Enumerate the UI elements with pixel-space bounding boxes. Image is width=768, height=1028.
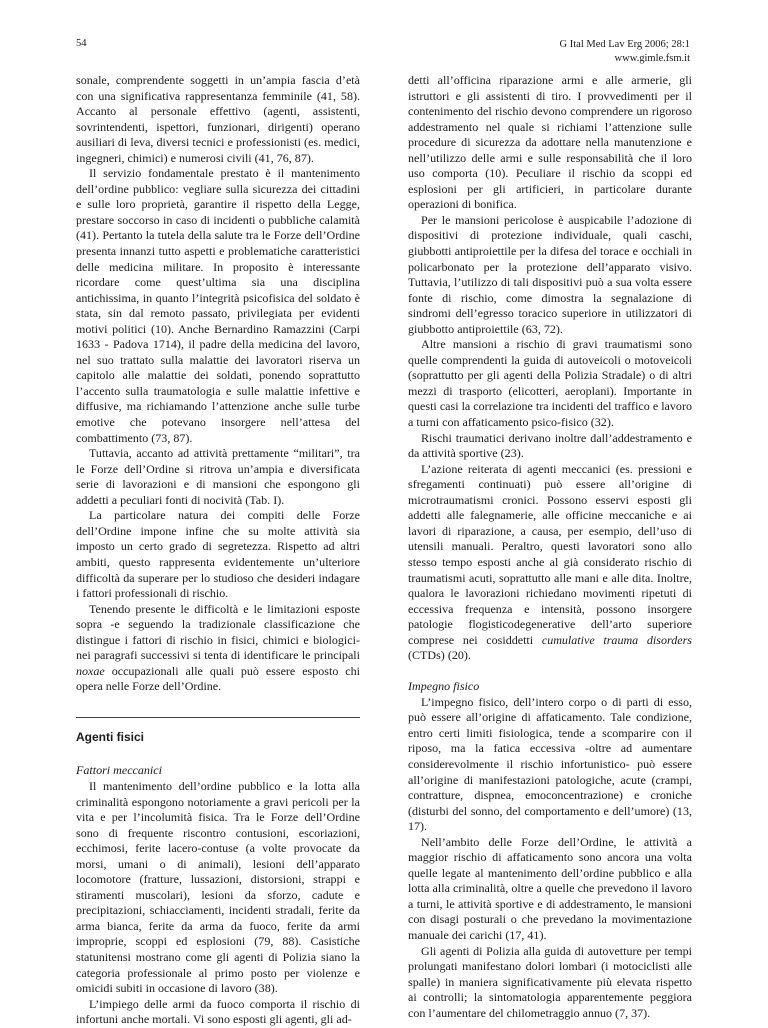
paragraph: Tuttavia, accanto ad attività prettamente “militari”, tra le Forze dell’Ordine si ritrova un’ampia e diversificata serie di lavorazioni e di mansioni che espongono gli addetti a peculiari fonti di nocività (Tab. I). <box>76 446 360 507</box>
left-column <box>76 73 360 1028</box>
paragraph: L’impiego delle armi da fuoco comporta il rischio di infortuni anche mortali. Vi sono esposti gli agenti, gli ad- <box>76 996 360 1027</box>
subheading: Impegno fisico <box>408 679 480 694</box>
text-run: Tenendo presente le difficoltà e le limitazioni esposte sopra -e seguendo la tradizionale classificazione che distingue i fattori di rischio in fisici, chimici e biologici- nei paragrafi successivi si tenta di identificare le principali <box>76 601 360 663</box>
paragraph: detti all’officina riparazione armi e alle armerie, gli istruttori e gli assistenti di tiro. I provvedimenti per il contenimento del rischio devono comprendere un rigoroso addestramento nel quale si richiami l’attenzione sulle procedure di sicurezza da adottare nella manutenzione e nell’utilizzo delle armi e sulle responsabilità che il loro uso comporta (10). Peculiare il rischio da scoppi ed esplosioni per gli artificieri, in particolare durante operazioni di bonifica. <box>408 73 692 212</box>
page-number: 54 <box>76 38 87 49</box>
text-run: (CTDs) (20). <box>408 648 471 663</box>
paragraph: sonale, comprendente soggetti in un’ampia fascia d’età con una significativa rappresentanza femminile (41, 58). Accanto al personale effettivo (agenti, assistenti, sovrintendenti, ispettori, funzionari, dirigenti) operano ausiliari di leva, diversi tecnici e professionisti (es. medici, ingegneri, chimici) e numerosi civili (41, 76, 87). <box>76 73 360 165</box>
paragraph: Nell’ambito delle Forze dell’Ordine, le attività a maggior rischio di affaticamento sono ancora una volta quelle legate al mantenimento dell’ordine pubblico e alla lotta alla criminalità, oltre a quelle che prevedono il lavoro a turni, le attività sportive e di addestramento, le mansioni con disagi posturali o che prevedano la movimentazione manuale dei carichi (17, 41). <box>408 834 692 943</box>
journal-header <box>560 38 690 65</box>
paragraph: Per le mansioni pericolose è auspicabile l’adozione di dispositivi di protezione individuale, quali caschi, giubbotti antiproiettile per la difesa del torace e occhiali in policarbonato per la protezione dell’apparato visivo. Tuttavia, l’utilizzo di tali dispositivi può a sua volta essere fonte di rischio, come dimostra la segnalazione di sindromi dell’egresso toracico superiore in utilizzatori di giubbotto antiproiettile (63, 72). <box>408 212 692 336</box>
italic-term: cumulative trauma disorders <box>541 632 692 647</box>
right-column <box>408 73 692 1021</box>
paragraph: Rischi traumatici derivano inoltre dall’addestramento e da attività sportive (23). <box>408 430 692 461</box>
paragraph <box>76 602 360 695</box>
spacer <box>408 664 692 680</box>
paragraph <box>408 462 692 664</box>
section-heading: Agenti fisici <box>76 729 145 744</box>
journal-citation: G Ital Med Lav Erg 2006; 28:1 <box>559 39 690 50</box>
text-run: L’azione reiterata di agenti meccanici (es. pressioni e sfregamenti continuati) può essere all’origine di microtraumatismi cronici. Possono esservi esposti gli addetti alle falegnamerie, alle officine meccaniche e ai lavori di riparazione, a causa, per esempio, dell’uso di utensili manuali. Peraltro, questi lavoratori sono allo stesso tempo esposti anche al già considerato rischio di traumatismi acuti, soprattutto alle mani e alle dita. Inoltre, qualora le lavorazioni richiedano movimenti ripetuti di eccessiva frequenza e intensità, possono insorgere patologie flogisticodegenerative dell’arto superiore comprese nei cosiddetti <box>408 461 692 647</box>
paragraph: Il mantenimento dell’ordine pubblico e la lotta alla criminalità espongono notoriamente a gravi pericoli per la vita e per l’incolumità fisica. Tra le Forze dell’Ordine sono di frequente riscontro contusioni, escoriazioni, ecchimosi, ferite lacero-contuse (a volte provocate da morsi, umani o di animali), lesioni dell’apparato locomotore (fratture, lussazioni, distorsioni, strappi e stiramenti muscolari), lesioni da sforzo, cadute e precipitazioni, schiacciamenti, incidenti stradali, ferite da arma bianca, ferite da arma da fuoco, ferite da armi improprie, scoppi ed esplosioni (79, 88). Casistiche statunitensi mostrano come gli agenti di Polizia siano la categoria professionale al primo posto per violenze e omicidi subiti in occasione di lavoro (38). <box>76 778 360 996</box>
italic-term: noxae <box>76 663 105 678</box>
paragraph: La particolare natura dei compiti delle Forze dell’Ordine impone infine che su molte attività sia imposto un certo grado di segretezza. Rispetto ad altri ambiti, questo rappresenta evidentemente un’ulteriore difficoltà da superare per lo studioso che desideri indagare i fattori professionali di rischio. <box>76 508 360 601</box>
journal-url: www.gimle.fsm.it <box>614 52 690 64</box>
paragraph: Altre mansioni a rischio di gravi traumatismi sono quelle comprendenti la guida di autoveicoli o motoveicoli (soprattutto per gli agenti della Polizia Stradale) o di altri mezzi di trasporto (elicotteri, aeroplani). Importante in questi casi la correlazione tra incidenti del traffico e lavoro a turni con affaticamento psico-fisico (32). <box>408 337 692 430</box>
subheading: Fattori meccanici <box>76 763 162 778</box>
text-run: occupazionali alle quali può essere esposto chi opera nelle Forze dell’Ordine. <box>76 663 360 694</box>
paragraph: Gli agenti di Polizia alla guida di autovetture per tempi prolungati manifestano dolori lombari (i motociclisti alle spalle) in maniera significativamente più elevata rispetto ai controlli; la sintomatologia apparentemente peggiora con l’aumentare del chilometraggio annuo (7, 37). <box>408 943 692 1020</box>
section-divider <box>76 717 360 718</box>
paragraph: L’impegno fisico, dell’intero corpo o di parti di esso, può essere all’origine di affaticamento. Tale condizione, entro certi limiti fisiologica, tende a scomparire con il riposo, ma la fatica eccessiva -oltre ad aumentare considerevolmente il rischio infortunistico- può essere all’origine di manifestazioni patologiche, acute (crampi, contratture, dispnea, emoconcentrazione) e croniche (disturbi del sonno, del comportamento e dell’umore) (13, 17). <box>408 694 692 834</box>
paragraph: Il servizio fondamentale prestato è il mantenimento dell’ordine pubblico: vegliare sulla sicurezza dei cittadini e sulle loro proprietà, garantire il rispetto della Legge, prestare soccorso in caso di incidenti o pubbliche calamità (41). Pertanto la tutela della salute tra le Forze dell’Ordine presenta innanzi tutto aspetti e problematiche caratteristici delle medicina militare. In proposito è interessante ricordare come quest’ultima sia una disciplina antichissima, in quanto l’integrità psicofisica del soldato è stata, sin dal remoto passato, privilegiata per evidenti motivi politici (10). Anche Bernardino Ramazzini (Carpi 1633 - Padova 1714), il padre della medicina del lavoro, nel suo trattato sulla malattie dei lavoratori riserva un capitolo alle malattie dei soldati, ponendo soprattutto l’accento sulla traumatologia e sulle malattie infettive e diffusive, ma richiamando l’attenzione anche sulle turbe emotive che potevano insorgere nell’attesa del combattimento (73, 87). <box>76 166 360 445</box>
